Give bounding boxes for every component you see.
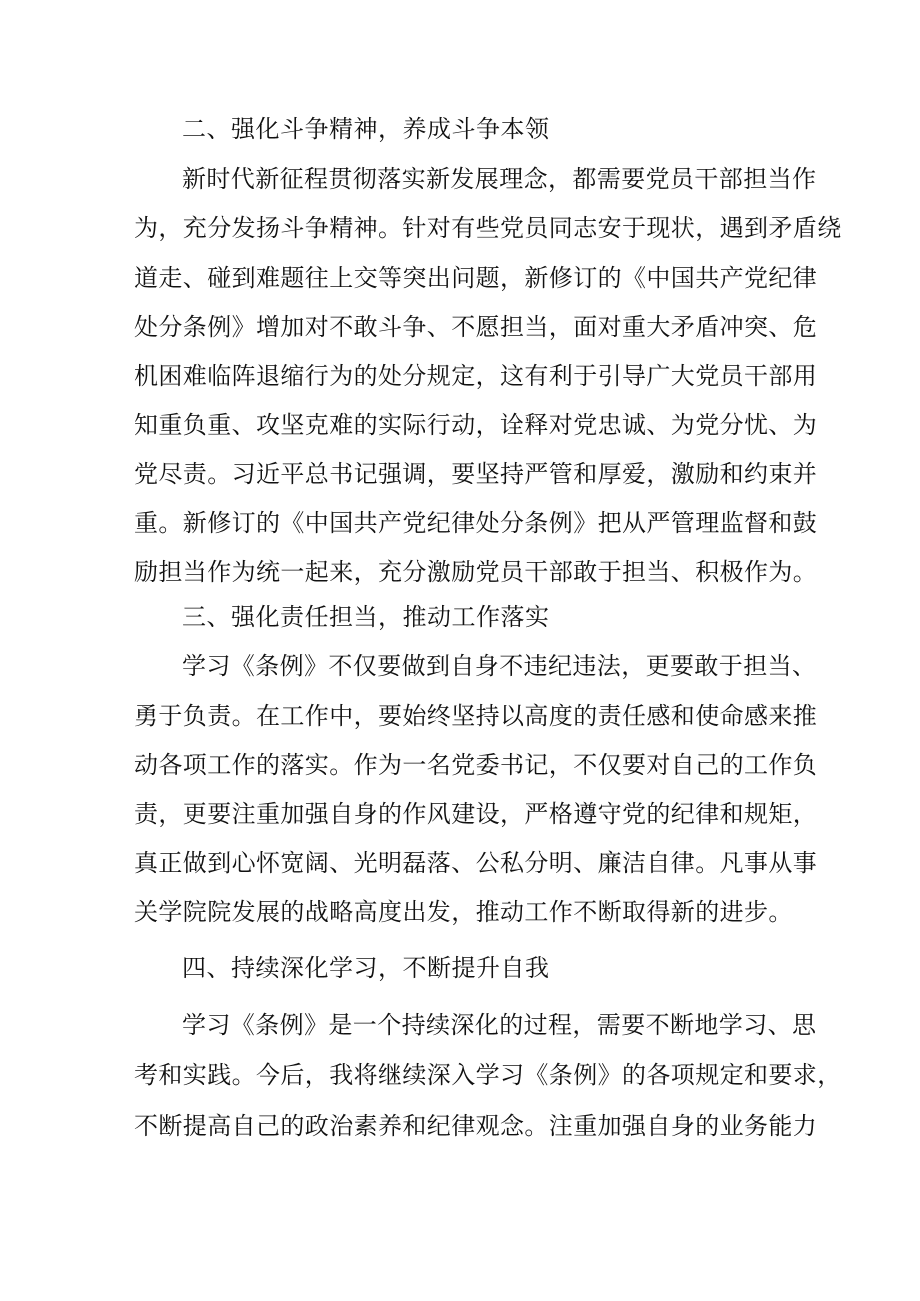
section-heading: 三、强化责任担当，推动工作落实 bbox=[182, 603, 550, 631]
paragraph-line: 不断提高自己的政治素养和纪律观念。注重加强自身的业务能力 bbox=[134, 1112, 818, 1140]
paragraph-line: 为，充分发扬斗争精神。针对有些党员同志安于现状，遇到矛盾绕 bbox=[134, 214, 842, 242]
paragraph-line: 关学院院发展的战略高度出发，推动工作不断取得新的进步。 bbox=[134, 898, 793, 926]
paragraph-line: 机困难临阵退缩行为的处分规定，这有利于引导广大党员干部用 bbox=[134, 362, 818, 390]
paragraph-line: 重。新修订的《中国共产党纪律处分条例》把从严管理监督和鼓 bbox=[134, 509, 818, 537]
paragraph-line: 道走、碰到难题往上交等突出问题，新修订的《中国共产党纪律 bbox=[134, 264, 818, 292]
paragraph-line: 新时代新征程贯彻落实新发展理念，都需要党员干部担当作 bbox=[182, 165, 817, 193]
paragraph-line: 考和实践。今后，我将继续深入学习《条例》的各项规定和要求， bbox=[134, 1061, 842, 1089]
paragraph-line: 真正做到心怀宽阔、光明磊落、公私分明、廉洁自律。凡事从事 bbox=[134, 849, 818, 877]
paragraph-line: 责，更要注重加强自身的作风建设，严格遵守党的纪律和规矩， bbox=[134, 800, 818, 828]
paragraph-line: 学习《条例》是一个持续深化的过程，需要不断地学习、思 bbox=[182, 1011, 817, 1039]
paragraph-line: 勇于负责。在工作中，要始终坚持以高度的责任感和使命感来推 bbox=[134, 702, 818, 730]
paragraph-line: 处分条例》增加对不敢斗争、不愿担当，面对重大矛盾冲突、危 bbox=[134, 313, 818, 341]
section-heading: 四、持续深化学习，不断提升自我 bbox=[182, 954, 550, 982]
paragraph-line: 知重负重、攻坚克难的实际行动，诠释对党忠诚、为党分忧、为 bbox=[134, 411, 818, 439]
paragraph-line: 党尽责。习近平总书记强调，要坚持严管和厚爱，激励和约束并 bbox=[134, 460, 818, 488]
paragraph-line: 动各项工作的落实。作为一名党委书记，不仅要对自己的工作负 bbox=[134, 751, 818, 779]
paragraph-line: 励担当作为统一起来，充分激励党员干部敢于担当、积极作为。 bbox=[134, 558, 818, 586]
section-heading: 二、强化斗争精神，养成斗争本领 bbox=[182, 115, 550, 143]
paragraph-line: 学习《条例》不仅要做到自身不违纪违法，更要敢于担当、 bbox=[182, 652, 817, 680]
